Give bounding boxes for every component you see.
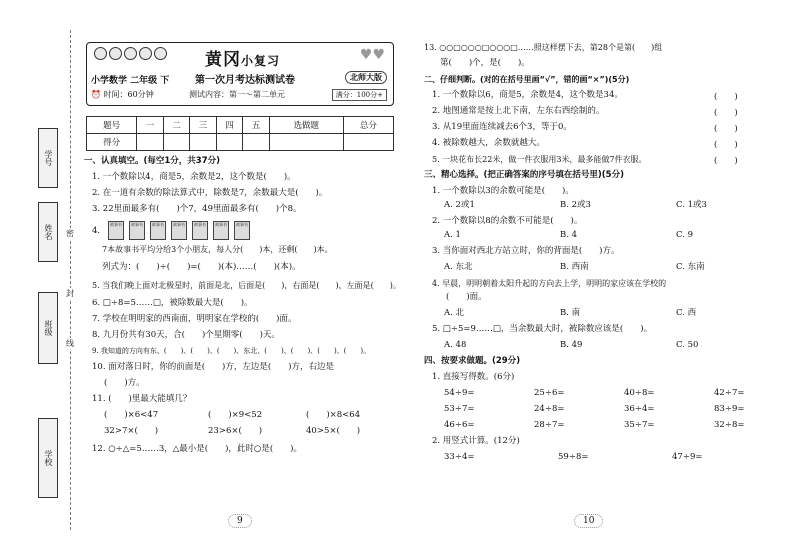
judge-q4: 4. 被除数越大，余数就越大。 [432,138,545,148]
score-input-cell[interactable] [163,134,190,151]
subject-label: 小学数学 二年级 下 [91,76,170,86]
choice-q4-line2: ( )面。 [446,292,487,302]
fill-q9: 9. 我知道的方向有东、( )、( )、( )、东北、( )、( )、( )、( )。 [92,347,371,355]
fill-q4-formula: 列式为：( )÷( )=( )(本)……( )(本)。 [102,262,301,272]
oral-item: 53÷7= [444,404,475,414]
score-input-cell[interactable] [343,134,393,151]
direct-calc-title: 1. 直接写得数。(6分) [432,372,515,382]
fill-q12: 12. ○÷△=5……3，△最小是( )，此时○是( )。 [92,444,302,454]
fill-q10-line1: 10. 面对落日时，你的前面是( )方，左边是( )方，右边是 [92,362,334,372]
judge-q5: 5. 一块花布长22米，做一件衣服用3米，最多能做7件衣服。 [432,155,647,164]
oral-item: 54÷9= [444,388,475,398]
kid-icon [154,47,167,60]
judge-answer-1[interactable]: ( ) [714,92,738,102]
choice-q4-opt-b: B. 南 [560,308,581,318]
fill-q13-line2: 第( )个，是( )。 [440,58,530,68]
storybook-icon: 故事书 [234,221,250,240]
choice-q4-line1: 4. 早晨，明明朝着太阳升起的方向去上学，明明的家应该在学校的 [432,279,667,288]
school-label: 学校 [44,450,53,466]
score-header-cell: 选做题 [269,117,343,134]
score-table [86,116,394,151]
storybook-icon: 故事书 [192,221,208,240]
student-id-label: 学号 [44,150,53,166]
fill-q8: 8. 九月份共有30天，合( )个星期零( )天。 [92,330,280,340]
choice-q2-opt-c: C. 9 [676,230,694,240]
score-header-cell: 四 [216,117,243,134]
judge-q3: 3. 从19里面连续减去6个3，等于0。 [432,122,572,132]
name-field[interactable] [38,202,58,262]
oral-item: 24÷8= [534,404,565,414]
oral-item: 46÷6= [444,420,475,430]
kid-icon [109,47,122,60]
fill-q4-text: 7本故事书平均分给3个小朋友，每人分( )本，还剩( )本。 [102,245,333,254]
fill-q5: 5. 当我们晚上面对北极星时，前面是北，后面是( )，右面是( )，左面是( )。 [92,281,401,290]
judge-answer-3[interactable]: ( ) [714,124,738,134]
cut-char-1: 密 [66,229,74,238]
storybook-icon: 故事书 [108,221,124,240]
ineq-1: ( )×6<47 [104,410,159,420]
brand-title: 黄冈小复习 [205,50,281,70]
choice-q1-opt-b: B. 2或3 [560,200,591,210]
section-1-title: 一、认真填空。(每空1分，共37分) [84,156,221,166]
section-3-title: 三、精心选择。(把正确答案的序号填在括号里)(5分) [424,170,624,180]
score-value-row [87,134,394,151]
score-header-cell: 三 [190,117,217,134]
choice-q2-opt-b: B. 4 [560,230,578,240]
kid-icon [94,47,107,60]
section-4-title: 四、按要求做题。(29分) [424,356,521,366]
score-header-cell: 二 [163,117,190,134]
time-limit: ⏰ 时间：60分钟 [91,90,154,99]
oral-item: 25÷6= [534,388,565,398]
score-input-cell[interactable] [216,134,243,151]
school-field[interactable] [38,418,58,498]
choice-q5-opt-a: A. 48 [444,340,467,350]
kid-icon [139,47,152,60]
vertical-item: 59÷8= [558,452,589,462]
storybook-icon: 故事书 [150,221,166,240]
ineq-4: 32>7×( ) [104,426,159,436]
choice-q3-opt-b: B. 西南 [560,262,589,272]
score-input-cell[interactable] [243,134,270,151]
judge-q1: 1. 一个数除以6，商是5，余数是4，这个数是34。 [432,90,623,100]
storybook-images [108,220,255,240]
page-number-left: 9 [228,514,252,528]
storybook-icon: 故事书 [129,221,145,240]
oral-item: 42÷7= [714,388,745,398]
fill-q13-line1: 13. ○○□○○○□○○○□……照这样摆下去，第28个是第( )组 [424,43,663,52]
full-score: 满分：100分+ [332,89,387,101]
fill-q7: 7. 学校在明明家的西南面，明明家在学校的( )面。 [92,314,297,324]
fill-q1: 1. 一个数除以4，商是5，余数是2，这个数是( )。 [92,172,296,182]
cut-char-3: 线 [66,339,74,348]
score-header-cell: 题号 [87,117,137,134]
choice-q4-opt-a: A. 北 [444,308,465,318]
kids-illustration [93,47,168,71]
clock-icon: ⏰ [91,90,101,99]
storybook-icon: 故事书 [171,221,187,240]
oral-item: 28÷7= [534,420,565,430]
choice-q5-opt-b: B. 49 [560,340,583,350]
choice-q1: 1. 一个数除以3的余数可能是( )。 [432,186,574,196]
score-row-label: 得分 [87,134,137,151]
fill-q2: 2. 在一道有余数的除法算式中，除数是7，余数最大是( )。 [92,188,328,198]
vertical-item: 47÷9= [672,452,703,462]
judge-answer-5[interactable]: ( ) [714,156,738,166]
cut-line [70,30,71,530]
exam-title: 第一次月考达标测试卷 [195,75,295,86]
score-header-cell: 五 [243,117,270,134]
oral-item: 35÷7= [624,420,655,430]
vertical-item: 33÷4= [444,452,475,462]
score-input-cell[interactable] [269,134,343,151]
ineq-2: ( )×9<52 [208,410,263,420]
score-input-cell[interactable] [137,134,164,151]
choice-q2: 2. 一个数除以8的余数不可能是( )。 [432,216,583,226]
section-2-title: 二、仔细判断。(对的在括号里画“√”，错的画“×”)(5分) [424,75,630,84]
fill-q4-number: 4. [92,226,101,236]
cut-char-2: 封 [66,289,74,298]
fill-q3: 3. 22里面最多有( )个7，49里面最多有( )个8。 [92,204,302,214]
kid-icon [124,47,137,60]
edition-badge: 北师大版 [345,71,387,84]
fill-q6: 6. □÷8=5……□，被除数最大是( )。 [92,298,253,308]
ineq-6: 40>5×( ) [306,426,361,436]
oral-item: 40÷8= [624,388,655,398]
choice-q5: 5. □÷5=9……□，当余数最大时，被除数应该是( )。 [432,324,653,334]
choice-q1-opt-a: A. 2或1 [444,200,475,210]
exam-header [86,42,394,106]
judge-answer-4[interactable]: ( ) [714,140,738,150]
choice-q3-opt-a: A. 东北 [444,262,473,272]
test-scope: 测试内容：第一～第二单元 [189,90,285,99]
score-input-cell[interactable] [190,134,217,151]
score-header-cell: 一 [137,117,164,134]
choice-q5-opt-c: C. 50 [676,340,699,350]
choice-q2-opt-a: A. 1 [444,230,461,240]
choice-q4-opt-c: C. 西 [676,308,697,318]
fill-q10-line2: ( )方。 [104,378,145,388]
fill-q11: 11. ( )里最大能填几？ [92,394,192,404]
oral-item: 36÷4= [624,404,655,414]
page-number-right: 10 [574,514,603,528]
binding-strip [0,0,82,550]
class-label: 班级 [44,320,53,336]
oral-item: 32÷8= [714,420,745,430]
score-header-cell: 总分 [343,117,393,134]
choice-q3: 3. 当你面对西北方站立时，你的背面是( )方。 [432,246,620,256]
choice-q3-opt-c: C. 东南 [676,262,705,272]
student-id-field[interactable] [38,128,58,188]
ineq-3: ( )×8<64 [306,410,361,420]
judge-answer-2[interactable]: ( ) [714,108,738,118]
score-header-row [87,117,394,134]
storybook-icon: 故事书 [213,221,229,240]
class-field[interactable] [38,292,58,364]
choice-q1-opt-c: C. 1或3 [676,200,707,210]
oral-item: 83÷9= [714,404,745,414]
judge-q2: 2. 地图通常是按上北下南，左东右西绘制的。 [432,106,605,116]
vertical-calc-title: 2. 用竖式计算。(12分) [432,436,520,446]
hearts-icon: ♥♥ [359,47,385,63]
ineq-5: 23>6×( ) [208,426,263,436]
name-label: 姓名 [44,224,53,240]
